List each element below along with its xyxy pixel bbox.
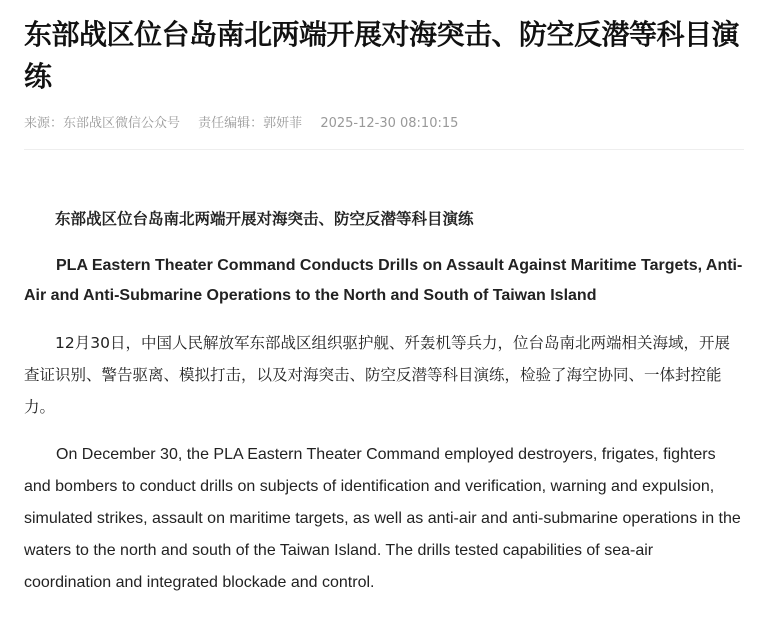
article-source: 来源：东部战区微信公众号 xyxy=(24,116,181,131)
article-datetime: 2025-12-30 08:10:15 xyxy=(320,116,459,131)
article-meta xyxy=(24,112,744,136)
heading-chinese: 东部战区位台岛南北两端开展对海突击、防空反潜等科目演练 xyxy=(55,210,474,228)
paragraph-chinese: 12月30日，中国人民解放军东部战区组织驱护舰、歼轰机等兵力，位台岛南北两端相关海域，开展查证识别、警告驱离、模拟打击，以及对海突击、防空反潜等科目演练，检验了海空协同、一体封控能力。 xyxy=(24,334,730,416)
article-title: 东部战区位台岛南北两端开展对海突击、防空反潜等科目演练 xyxy=(24,18,740,93)
article-editor: 责任编辑：郭妍菲 xyxy=(198,116,303,131)
heading-english: PLA Eastern Theater Command Conducts Drills on Assault Against Maritime Targets, Anti-Air and Anti-Submarine Operations to the North and South of Taiwan Island xyxy=(24,257,743,304)
paragraph-english: On December 30, the PLA Eastern Theater Command employed destroyers, frigates, fighters and bombers to conduct drills on subjects of identification and verification, warning and expulsion, simulated strikes, assault on maritime targets, as well as anti-air and anti-submarine operations in the waters to the north and south of the Taiwan Island. The drills tested capabilities of sea-air coordination and integrated blockade and control. xyxy=(24,446,741,591)
article-body xyxy=(24,204,744,599)
divider xyxy=(24,149,744,150)
